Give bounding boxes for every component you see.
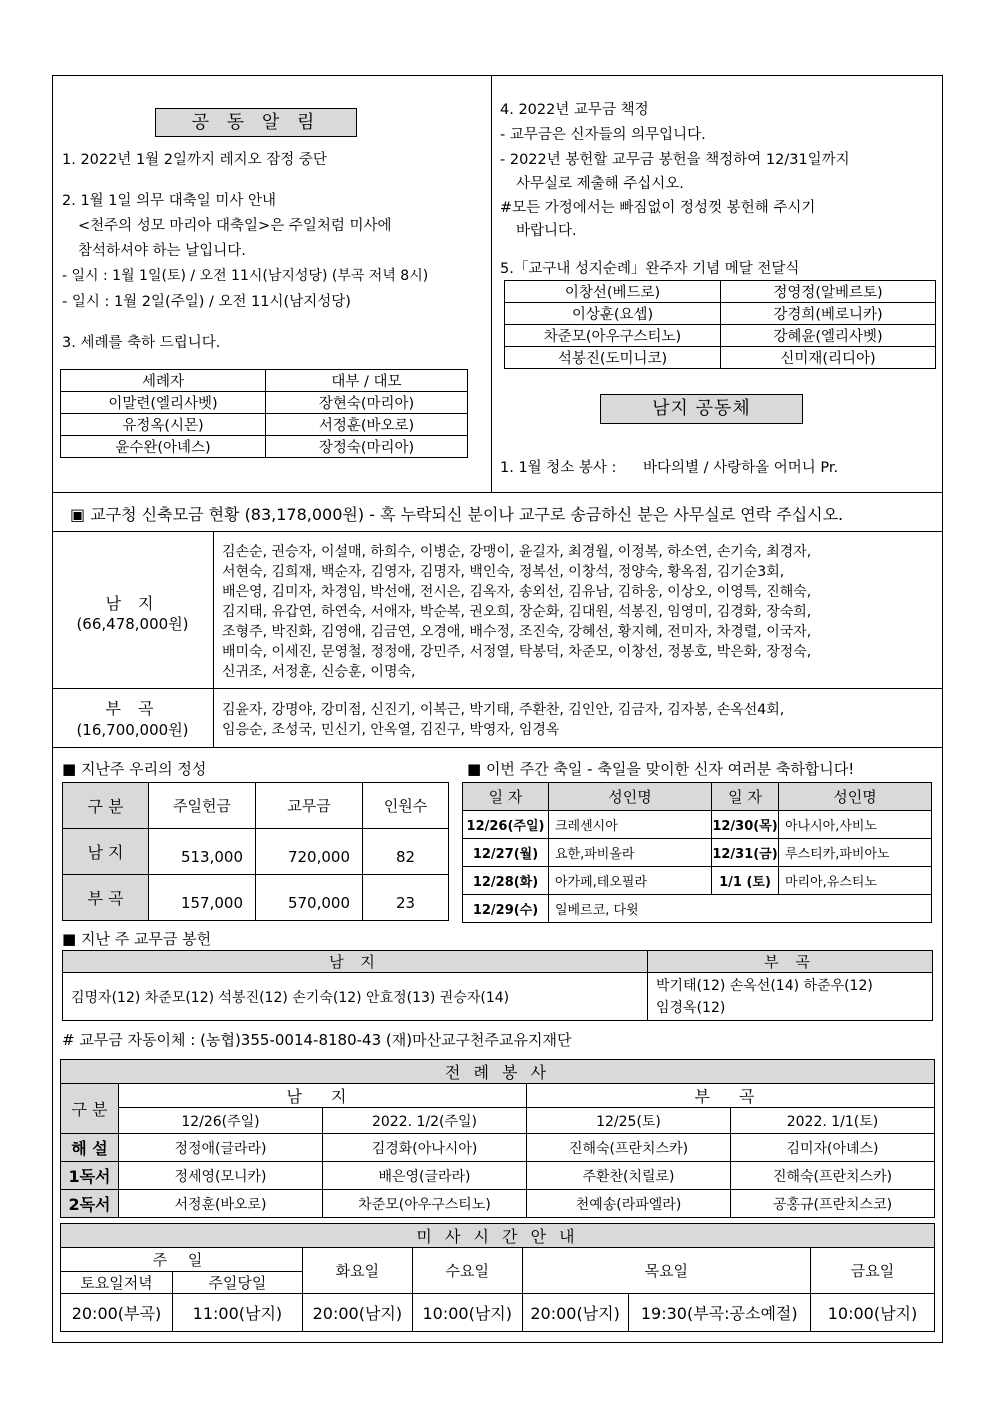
feast-date: 1/1 (토) — [712, 867, 779, 895]
notice-item-4-line: #모든 가정에서는 빠짐없이 정성껏 봉헌해 주시기 — [500, 200, 816, 216]
feast-title: ■ 이번 주간 축일 - 축일을 맞이한 신자 여러분 축하합니다! — [467, 760, 855, 778]
notice-item-2-line: 참석하셔야 하는 날입니다. — [78, 243, 246, 259]
mass-time: 20:00(남지) — [522, 1294, 628, 1332]
liturgy-date: 2022. 1/2(주일) — [323, 1108, 527, 1134]
baptism-cell: 서정훈(바오로) — [266, 414, 468, 436]
liturgy-cell: 차준모(아우구스티노) — [323, 1190, 527, 1218]
fund-namji-names: 신귀조, 서정훈, 신승훈, 이명숙, — [222, 664, 416, 680]
offering-header: 교무금 — [256, 783, 363, 829]
pilgrim-cell: 이상훈(요셉) — [505, 303, 721, 325]
liturgy-row-label: 1독서 — [61, 1162, 119, 1190]
dues-table — [62, 950, 933, 1021]
offering-header: 인원수 — [363, 783, 449, 829]
baptism-cell: 장현숙(마리아) — [266, 392, 468, 414]
mass-time: 20:00(부곡) — [61, 1294, 173, 1332]
fund-namji-names: 배은영, 김미자, 차경임, 박선애, 전시은, 김옥자, 송외선, 김유남, 김하웅, 이상오, 이영특, 진해숙, — [222, 584, 812, 600]
fund-bugok-amount: (16,700,000원) — [76, 721, 189, 739]
feast-date: 12/31(금) — [712, 839, 779, 867]
feast-header: 성인명 — [779, 783, 932, 811]
baptism-header: 세례자 — [61, 370, 266, 392]
offering-label: 남 지 — [63, 829, 149, 875]
mass-time: 10:00(남지) — [412, 1294, 522, 1332]
feast-saint: 마리아,유스티노 — [779, 867, 932, 895]
top-divider-vertical — [491, 75, 492, 492]
liturgy-date: 12/26(주일) — [119, 1108, 323, 1134]
mass-fri: 금요일 — [810, 1248, 934, 1294]
pilgrim-cell: 차준모(아우구스티노) — [505, 325, 721, 347]
liturgy-cell: 천예송(라파엘라) — [527, 1190, 731, 1218]
notice-item-4-line: 바랍니다. — [516, 223, 577, 239]
liturgy-row-label: 2독서 — [61, 1190, 119, 1218]
feast-header: 성인명 — [549, 783, 712, 811]
notice-item-1: 1. 2022년 1월 2일까지 레지오 잠정 중단 — [62, 152, 327, 168]
liturgy-date: 2022. 1/1(토) — [731, 1108, 935, 1134]
liturgy-cell: 김미자(아녜스) — [731, 1134, 935, 1162]
notice-item-5-title: 5.「교구내 성지순례」완주자 기념 메달 전달식 — [500, 261, 800, 277]
mass-sat-eve: 토요일저녁 — [61, 1272, 173, 1294]
liturgy-cell: 정정애(글라라) — [119, 1134, 323, 1162]
mass-sunday: 주 일 — [61, 1248, 303, 1272]
feast-header: 일 자 — [712, 783, 779, 811]
offering-value: 720,000 — [256, 829, 363, 875]
feast-saint: 일베르코, 다윗 — [549, 895, 932, 923]
offering-value: 513,000 — [149, 829, 256, 875]
baptism-table — [60, 369, 468, 458]
liturgy-cell: 배은영(글라라) — [323, 1162, 527, 1190]
offering-header: 주일헌금 — [149, 783, 256, 829]
pilgrim-cell: 신미재(리디아) — [721, 347, 936, 369]
liturgy-cell: 진해숙(프란치스카) — [731, 1162, 935, 1190]
offering-value: 157,000 — [149, 875, 256, 921]
dues-title: ■ 지난 주 교무금 봉헌 — [62, 930, 212, 948]
feast-header: 일 자 — [463, 783, 549, 811]
feast-date: 12/27(월) — [463, 839, 549, 867]
notice-title: 공 동 알 림 — [155, 108, 357, 137]
baptism-header: 대부 / 대모 — [266, 370, 468, 392]
pilgrim-cell: 이창선(베드로) — [505, 281, 721, 303]
notice-item-2-line: - 일시 : 1월 1일(토) / 오전 11시(남지성당) (부곡 저녁 8시) — [62, 268, 429, 284]
offering-label: 부 곡 — [63, 875, 149, 921]
mass-tue: 화요일 — [302, 1248, 412, 1294]
liturgy-group: 부 곡 — [527, 1084, 935, 1108]
mass-time: 20:00(남지) — [302, 1294, 412, 1332]
mass-sun-day: 주일당일 — [172, 1272, 302, 1294]
liturgy-row-label: 해 설 — [61, 1134, 119, 1162]
liturgy-title: 전 례 봉 사 — [61, 1060, 935, 1084]
feast-saint: 루스티카,파비아노 — [779, 839, 932, 867]
notice-item-4-line: - 교무금은 신자들의 의무입니다. — [500, 127, 706, 143]
offering-value: 570,000 — [256, 875, 363, 921]
mass-time: 19:30(부곡:공소예절) — [628, 1294, 810, 1332]
feast-date: 12/30(목) — [712, 811, 779, 839]
baptism-cell: 윤수완(아녜스) — [61, 436, 266, 458]
fund-namji-amount: (66,478,000원) — [76, 615, 189, 633]
dues-namji: 김명자(12) 차준모(12) 석봉진(12) 손기숙(12) 안효정(13) 권승자(14) — [63, 973, 648, 1021]
feast-date: 12/28(화) — [463, 867, 549, 895]
feast-date: 12/26(주일) — [463, 811, 549, 839]
fund-header: ▣ 교구청 신축모금 현황 (83,178,000원) - 혹 누락되신 분이나 교구로 송금하신 분은 사무실로 연락 주십시오. — [70, 505, 844, 524]
cleaning-label: 1. 1월 청소 봉사 : — [500, 460, 617, 476]
baptism-cell: 이말련(엘리사벳) — [61, 392, 266, 414]
fund-bugok-names: 임응순, 조성국, 민신기, 안옥열, 김진구, 박영자, 임경옥 — [222, 722, 560, 738]
pilgrim-table — [504, 280, 936, 369]
liturgy-cell: 주환찬(치릴로) — [527, 1162, 731, 1190]
mass-title: 미 사 시 간 안 내 — [61, 1224, 935, 1248]
liturgy-col-label: 구 분 — [61, 1084, 119, 1134]
fund-namji-names: 서현숙, 김희재, 백순자, 김영자, 김명자, 백인숙, 정복선, 이창석, 정양숙, 황옥점, 김기순3회, — [222, 564, 785, 580]
liturgy-cell: 김경화(아나시아) — [323, 1134, 527, 1162]
fund-namji-names: 김지태, 유갑연, 하연숙, 서애자, 박순복, 권오희, 장순화, 김대원, 석봉진, 임영미, 김경화, 장숙희, — [222, 604, 812, 620]
pilgrim-cell: 석봉진(도미니코) — [505, 347, 721, 369]
feast-saint: 요한,파비올라 — [549, 839, 712, 867]
feast-table — [462, 782, 932, 923]
pilgrim-cell: 정영정(알베르토) — [721, 281, 936, 303]
baptism-cell: 유정옥(시몬) — [61, 414, 266, 436]
notice-item-2-line: <천주의 성모 마리아 대축일>은 주일처럼 미사에 — [78, 218, 392, 234]
notice-item-2-line: - 일시 : 1월 2일(주일) / 오전 11시(남지성당) — [62, 294, 351, 310]
notice-item-4-title: 4. 2022년 교무금 책정 — [500, 102, 649, 118]
feast-saint: 아가페,테오필라 — [549, 867, 712, 895]
notice-item-4-line: - 2022년 봉헌할 교무금 봉헌을 책정하여 12/31일까지 — [500, 152, 850, 168]
notice-item-2-title: 2. 1월 1일 의무 대축일 미사 안내 — [62, 193, 277, 209]
liturgy-table — [60, 1059, 935, 1218]
liturgy-date: 12/25(토) — [527, 1108, 731, 1134]
feast-saint: 크레센시아 — [549, 811, 712, 839]
fund-label-divider — [213, 532, 214, 747]
offering-value: 82 — [363, 829, 449, 875]
fund-namji-names: 김손순, 권승자, 이설매, 하희수, 이병순, 강맹이, 윤길자, 최경월, 이정복, 하소연, 손기숙, 최경자, — [222, 544, 812, 560]
mass-wed: 수요일 — [412, 1248, 522, 1294]
fund-row-divider — [52, 688, 943, 689]
mass-table — [60, 1223, 935, 1332]
fund-namji-names: 조형주, 박진화, 김영애, 김금연, 오경애, 배수정, 조진숙, 강혜선, 황지혜, 전미자, 차경렬, 이국자, — [222, 624, 812, 640]
mass-time: 10:00(남지) — [810, 1294, 934, 1332]
cleaning-value: 바다의별 / 사랑하올 어머니 Pr. — [643, 460, 839, 476]
dues-header: 부 곡 — [648, 951, 933, 973]
dues-header: 남 지 — [63, 951, 648, 973]
fund-bugok-label: 부 곡 — [105, 699, 160, 718]
liturgy-cell: 공홍규(프란치스코) — [731, 1190, 935, 1218]
notice-item-4-line: 사무실로 제출해 주십시오. — [516, 176, 684, 192]
pilgrim-cell: 강경희(베로니카) — [721, 303, 936, 325]
offering-title: ■ 지난주 우리의 정성 — [62, 760, 207, 778]
fund-bugok-names: 김윤자, 강명야, 강미점, 신진기, 이복근, 박기태, 주환찬, 김인안, 김금자, 김자봉, 손옥선4회, — [222, 702, 785, 718]
offering-header: 구 분 — [63, 783, 149, 829]
fund-namji-label: 남 지 — [105, 594, 160, 613]
feast-saint: 아나시아,사비노 — [779, 811, 932, 839]
baptism-cell: 장정숙(마리아) — [266, 436, 468, 458]
fund-bottom-divider — [52, 747, 943, 748]
fund-namji-names: 배미숙, 이세진, 문영철, 정정애, 강민주, 서정열, 탁봉덕, 차준모, 이창선, 정봉호, 박은화, 장정숙, — [222, 644, 812, 660]
liturgy-cell: 진해숙(프란치스카) — [527, 1134, 731, 1162]
dues-bugok — [648, 973, 933, 1021]
liturgy-group: 남 지 — [119, 1084, 527, 1108]
liturgy-cell: 서정훈(바오로) — [119, 1190, 323, 1218]
liturgy-cell: 정세영(모니카) — [119, 1162, 323, 1190]
pilgrim-cell: 강혜윤(엘리사벳) — [721, 325, 936, 347]
notice-item-3: 3. 세례를 축하 드립니다. — [62, 335, 221, 351]
offering-table — [62, 782, 449, 921]
mass-thu: 목요일 — [522, 1248, 810, 1294]
dues-bugok-line: 박기태(12) 손옥선(14) 하준우(12) — [656, 977, 873, 994]
autotransfer-info: # 교무금 자동이체 : (농협)355-0014-8180-43 (재)마산교구천주교유지재단 — [62, 1031, 572, 1049]
feast-date: 12/29(수) — [463, 895, 549, 923]
namji-community-title: 남지 공동체 — [600, 394, 803, 424]
mass-time: 11:00(남지) — [172, 1294, 302, 1332]
offering-value: 23 — [363, 875, 449, 921]
dues-bugok-line: 임경옥(12) — [656, 999, 726, 1016]
